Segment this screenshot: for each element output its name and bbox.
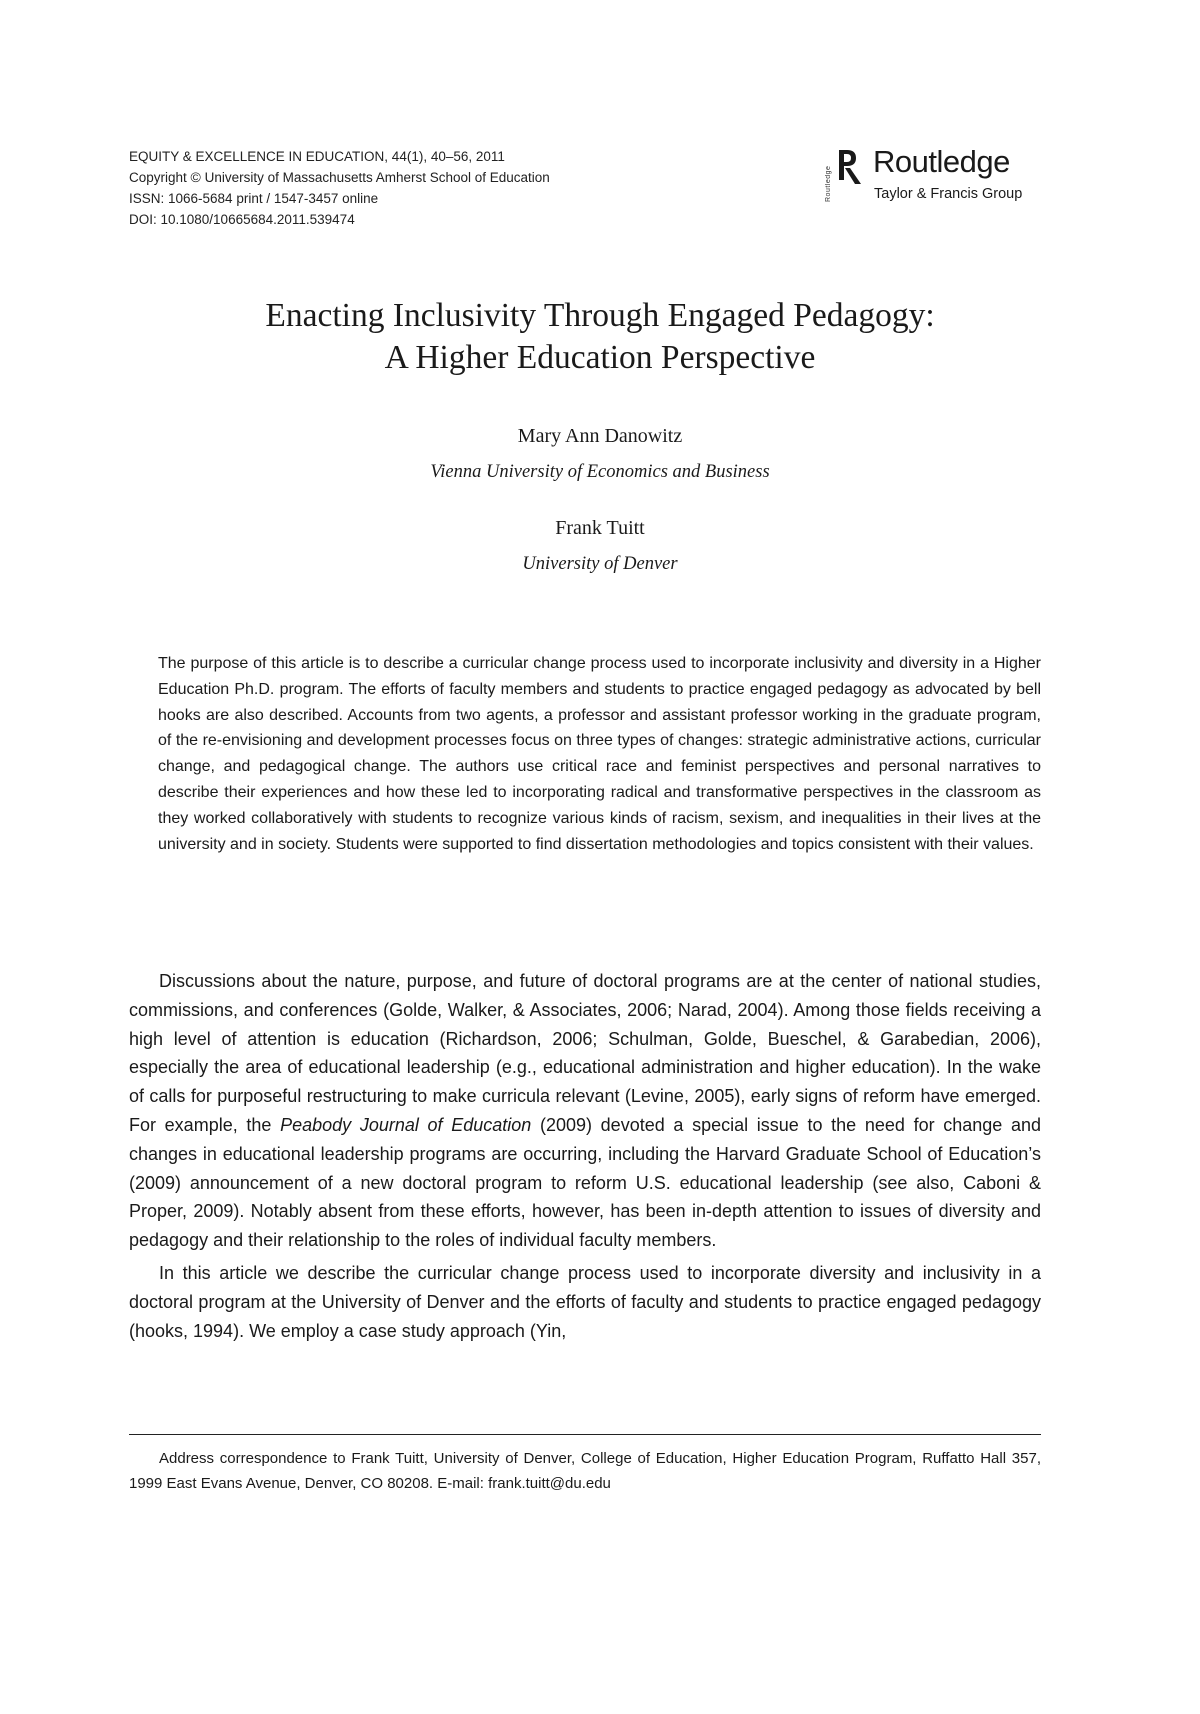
body-paragraph: [129, 967, 1041, 1255]
publisher-logo: [823, 144, 1043, 214]
doi-line: DOI: 10.1080/10665684.2011.539474: [129, 212, 355, 227]
footnote-divider: [129, 1434, 1041, 1435]
journal-reference: Peabody Journal of Education: [280, 1114, 532, 1135]
routledge-r-icon: [823, 144, 863, 206]
correspondence-footnote: [129, 1447, 1041, 1496]
author-2-affiliation: University of Denver: [522, 554, 678, 574]
abstract: The purpose of this article is to describe a curricular change process used to incorporate inclusivity and diversity in a Higher Education Ph.D. program. The efforts of faculty members and students to practice engaged pedagogy as advocated by bell hooks are also described. Accounts from two agents, a professor and assistant professor working in the graduate program, of the re-envisioning and development processes focus on three types of changes: strategic administrative actions, curricular change, and pedagogical change. The authors use critical race and feminist perspectives and personal narratives to describe their experiences and how these led to incorporating radical and transformative perspectives in the classroom as they worked collaboratively with students to recognize various kinds of racism, sexism, and inequalities in their lives at the university and in society. Students were supported to find dissertation methodologies and topics consistent with their values.: [158, 655, 1041, 853]
author-1-affiliation: Vienna University of Economics and Business: [430, 462, 770, 482]
body-text: Discussions about the nature, purpose, and future of doctoral programs are at the center of national studies, commissions, and conferences (Golde, Walker, & Associates, 2006; Narad, 2004). Among those fields receiving a high level of attention is education (Richardson, 2006; Schulman, Golde, Bueschel, & Garabedian, 2006), especially the area of educational leadership (e.g., educational administration and higher education). In the wake of calls for purposeful restructuring to make curricula relevant (Levine, 2005), early signs of reform have emerged. For example, the: [129, 971, 1041, 1135]
publisher-name: Routledge: [873, 144, 1010, 179]
article-body: [129, 967, 1041, 1345]
copyright-holder: University of Massachusetts Amherst School of Education: [204, 170, 550, 185]
publisher-group: Taylor & Francis Group: [874, 186, 1023, 202]
footnote-text: Address correspondence to Frank Tuitt, University of Denver, College of Education, Higher Education Program, Ruffatto Hall 357, 1999 East Evans Avenue, Denver, CO 80208. E-mail: frank.tuitt@du.edu: [129, 1450, 1041, 1492]
journal-citation: EQUITY & EXCELLENCE IN EDUCATION, 44(1), 40–56, 2011: [129, 149, 505, 164]
body-paragraph: In this article we describe the curricular change process used to incorporate diversity and inclusivity in a doctoral program at the University of Denver and the efforts of faculty and students to practice engaged pedagogy (hooks, 1994). We employ a case study approach (Yin,: [129, 1262, 1041, 1341]
author-2-name: Frank Tuitt: [555, 517, 645, 539]
title-line-2: A Higher Education Perspective: [384, 339, 816, 376]
article-title: [0, 295, 1200, 379]
body-text: (2009) devoted a special issue to the need for change and changes in educational leadership programs are occurring, including the Harvard Graduate School of Education’s (2009) announcement of a new doctoral program to reform U.S. educational leadership (see also, Caboni & Proper, 2009). Notably absent from these efforts, however, has been in-depth attention to issues of diversity and pedagogy and their relationship to the roles of individual faculty members.: [129, 1114, 1042, 1251]
author-1-name: Mary Ann Danowitz: [517, 425, 683, 447]
journal-header: [129, 146, 769, 230]
logo-vertical-text: Routledge: [825, 165, 832, 202]
copyright-prefix: Copyright: [129, 170, 187, 185]
issn-line: ISSN: 1066-5684 print / 1547-3457 online: [129, 191, 379, 206]
copyright-icon: ©: [190, 169, 201, 185]
title-line-1: Enacting Inclusivity Through Engaged Pedagogy:: [265, 297, 935, 334]
copyright-line: [129, 167, 769, 188]
